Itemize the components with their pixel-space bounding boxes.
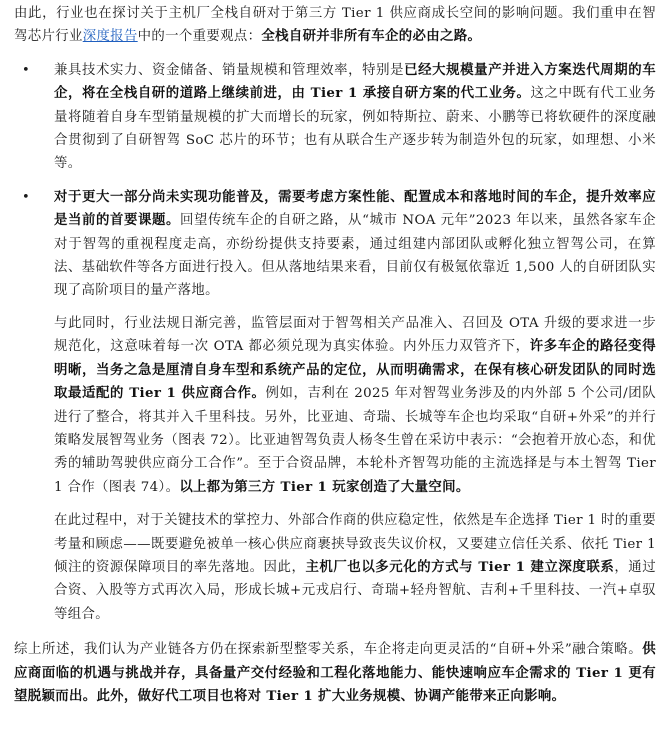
deep-report-link[interactable]: 深度报告 xyxy=(82,29,138,45)
conclusion-paragraph xyxy=(14,638,656,708)
bullet-1-text-2: 这之中既有代工业务量将随着自身车型销量规模的扩大而增长的玩家，例如特斯拉、蔚来、小鹏等已将软硬件的深度融合贯彻到了自研智驾 SoC 芯片的环节；也有从联合生产逐步转为制造外包的玩家，如理想、小米等。 xyxy=(54,86,656,172)
conclusion-text-1: 综上所述，我们认为产业链各方仍在探索新型整零关系，车企将走向更灵活的“自研+外采”融合策略。 xyxy=(14,642,643,658)
intro-text-2: 中的一个重要观点： xyxy=(137,29,262,45)
sub-paragraph-regulation xyxy=(14,312,656,499)
sub-1-text-2: 例如，吉利在 2025 年对智驾业务涉及的内外部 5 个公司/团队进行了整合，将其并入千里科技。另外，比亚迪、奇瑞、长城等车企也均采取“自研+外采”的并行策略发展智驾业务（图表 72）。比亚迪智驾负责人杨冬生曾在采访中表示：“会抱着开放心态，和优秀的辅助驾驶供应商分工合作”。至于合资品牌，本轮朴齐智驾功能的主流选择是与本土智驾 Tier 1 合作（图表 74）。 xyxy=(54,386,657,495)
conclusion-bold: 供应商面临的机遇与挑战并存，具备量产交付经验和工程化落地能力、能快速响应车企需求的 Tier 1 更有望脱颖而出。此外，做好代工项目也将对 Tier 1 扩大业务规模、协调产能带来正向影响。 xyxy=(14,641,656,704)
intro-text-1: 由此，行业也在探讨关于主机厂全栈自研对于第三方 Tier 1 供应商成长空间的影响问题。我们重申在智驾芯片行业 xyxy=(14,6,656,45)
sub-paragraph-partnerships xyxy=(14,509,656,626)
bullet-2-text-1: 回望传统车企的自研之路，从“城市 NOA 元年”2023 年以来，虽然各家车企对于智驾的重视程度走高，亦纷纷提供支持要素，通过组建内部团队或孵化独立智驾公司，在算法、基础软件等各方面进行投入。但从落地结果来看，目前仅有极氪依靠近 1,500 人的自研团队实现了高阶项目的量产落地。 xyxy=(54,213,656,299)
sub-1-text-1: 与此同时，行业法规日渐完善，监管层面对于智驾相关产品准入、召回及 OTA 升级的要求进一步规范化，这意味着每一次 OTA 都必须兑现为真实体验。内外压力双管齐下， xyxy=(54,315,656,355)
sub-1-bold-1: 许多车企的路径变得明晰，当务之急是厘清自身车型和系统产品的定位，从而明确需求，在保有核心研发团队的同时选取最适配的 Tier 1 供应商合作。 xyxy=(54,338,656,402)
sub-1-bold-2: 以上都为第三方 Tier 1 玩家创造了大量空间。 xyxy=(179,478,470,495)
sub-2-text-1: 在此过程中，对于关键技术的掌控力、外部合作商的供应稳定性，依然是车企选择 Tier 1 时的重要考量和顾虑——既要避免被单一核心供应商裹挟导致丧失议价权，又要建立信任关系、依托 Tier 1 倾注的资源保障项目的率先落地。因此， xyxy=(54,513,656,575)
intro-paragraph xyxy=(14,2,656,49)
bullet-2-bold: 对于更大一部分尚未实现功能普及，需要考虑方案性能、配置成本和落地时间的车企，提升效率应是当前的首要课题。 xyxy=(54,188,656,229)
bullet-dot-icon: • xyxy=(22,62,31,78)
bullet-1-bold: 已经大规模量产并进入方案迭代周期的车企，将在全栈自研的道路上继续前进，由 Tier 1 承接自研方案的代工业务。 xyxy=(54,61,656,102)
bullet-dot-icon: • xyxy=(22,189,31,205)
sub-2-bold: 主机厂也以多元化的方式与 Tier 1 建立深度联系 xyxy=(305,558,615,575)
bullet-item-self-developers xyxy=(14,59,656,176)
sub-2-text-2: ，通过合资、入股等方式再次入局，形成长城+元戎启行、奇瑞+轻舟智航、吉利+千里科技、一汽+卓驭等组合。 xyxy=(54,559,656,622)
bullet-1-text-1: 兼具技术实力、资金储备、销量规模和管理效率，特别是 xyxy=(54,62,405,78)
bullet-item-efficiency xyxy=(14,186,656,303)
intro-key-view: 全栈自研并非所有车企的必由之路。 xyxy=(261,28,482,45)
